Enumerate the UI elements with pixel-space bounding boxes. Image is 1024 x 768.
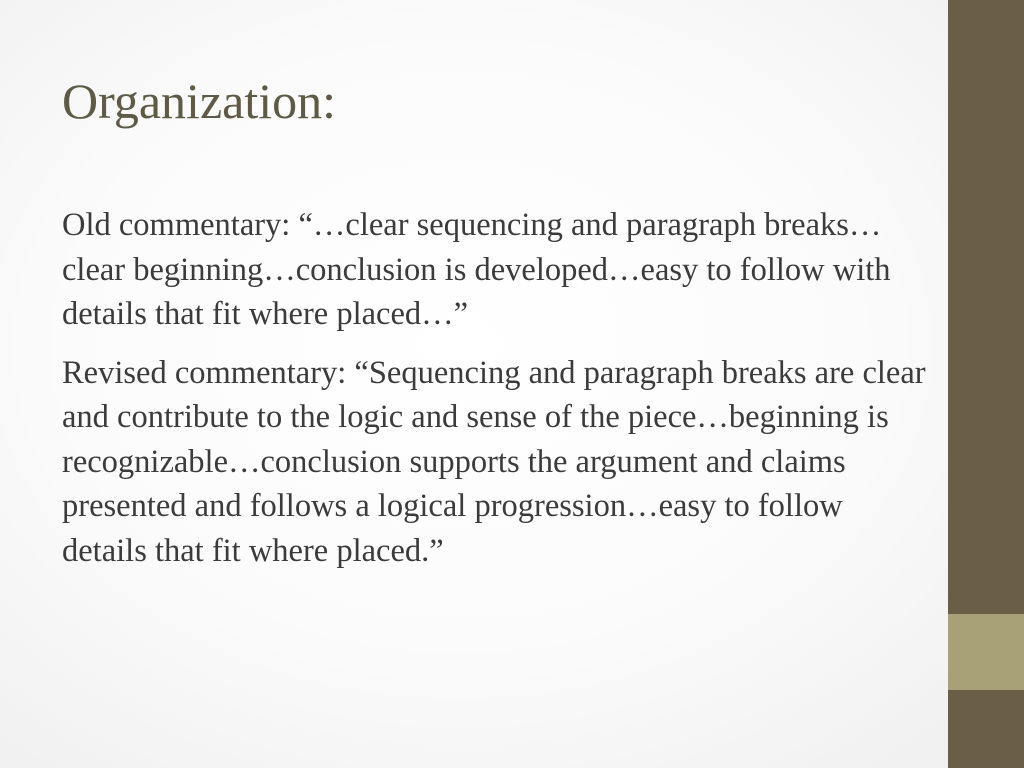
old-commentary-paragraph: Old commentary: “…clear sequencing and paragraph breaks…clear beginning…conclusion is developed…easy to follow with details that fit where placed…” [62, 207, 891, 332]
revised-commentary-paragraph: Revised commentary: “Sequencing and paragraph breaks are clear and contribute to the logic and sense of the piece…beginning is recognizable…conclusion supports the argument and claims presented and follows a logical progression…easy to follow details that fit where placed.” [62, 354, 926, 569]
slide-body [62, 203, 932, 587]
decorative-sidebar-accent [948, 614, 1024, 690]
slide-title: Organization: [62, 73, 336, 129]
